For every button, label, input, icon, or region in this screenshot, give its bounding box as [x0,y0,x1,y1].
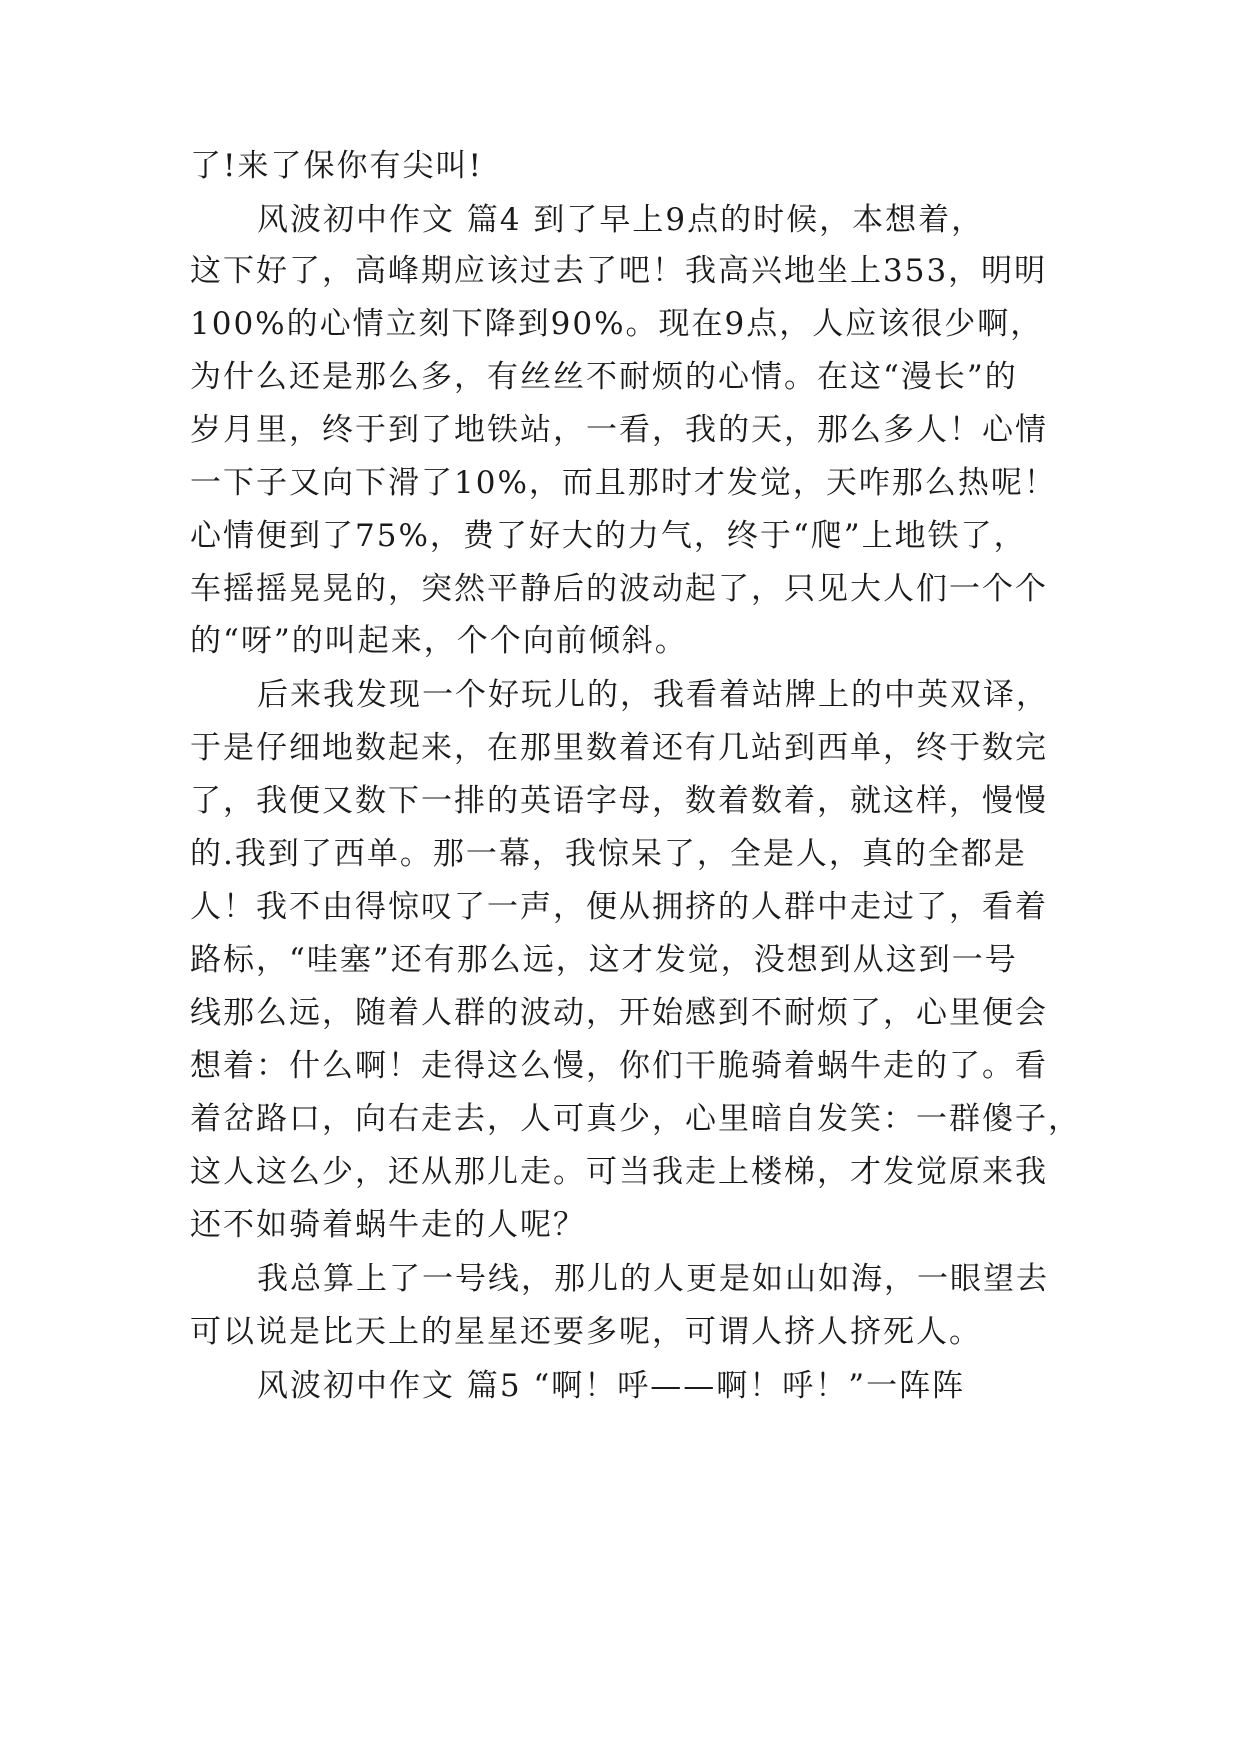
text-line: 为什么还是那么多，有丝丝不耐烦的心情。在这“漫长”的 [190,359,1018,395]
text-line: 了!来了保你有尖叫! [190,148,483,184]
paragraph-start-line: 后来我发现一个好玩儿的，我看着站牌上的中英双译， [257,677,1049,713]
text-line: 还不如骑着蜗牛走的人呢？ [190,1207,586,1243]
text-line: 心情便到了75%，费了好大的力气，终于“爬”上地铁了， [190,518,1027,554]
text-line: 岁月里，终于到了地铁站，一看，我的天，那么多人！心情 [190,412,1048,448]
text-line: 线那么远，随着人群的波动，开始感到不耐烦了，心里便会 [190,995,1048,1031]
text-line: 一下子又向下滑了10%，而且那时才发觉，天咋那么热呢！ [190,465,1057,501]
text-line: 人！我不由得惊叹了一声，便从拥挤的人群中走过了，看着 [190,889,1048,925]
section-heading-line: 风波初中作文 篇5 “啊！呼——啊！呼！”一阵阵 [257,1368,966,1404]
text-line: 这人这么少，还从那儿走。可当我走上楼梯，才发觉原来我 [190,1154,1048,1190]
text-line: 想着：什么啊！走得这么慢，你们干脆骑着蜗牛走的了。看 [190,1048,1048,1084]
section-heading-line: 风波初中作文 篇4 到了早上9点的时候，本想着， [257,202,985,238]
text-line: 的.我到了西单。那一幕，我惊呆了，全是人，真的全都是 [190,836,1027,872]
text-line: 这下好了，高峰期应该过去了吧！我高兴地坐上353，明明 [190,253,1048,289]
text-line: 着岔路口，向右走去，人可真少，心里暗自发笑：一群傻子， [190,1101,1081,1137]
text-line: 于是仔细地数起来，在那里数着还有几站到西单，终于数完 [190,730,1048,766]
text-line: 的“呀”的叫起来，个个向前倾斜。 [190,623,688,659]
text-line: 100%的心情立刻下降到90%。现在9点，人应该很少啊， [190,306,1044,342]
paragraph-start-line: 我总算上了一号线，那儿的人更是如山如海，一眼望去 [257,1261,1049,1297]
text-line: 可以说是比天上的星星还要多呢，可谓人挤人挤死人。 [190,1314,982,1350]
text-line: 路标，“哇塞”还有那么远，这才发觉，没想到从这到一号 [190,942,1018,978]
text-line: 了，我便又数下一排的英语字母，数着数着，就这样，慢慢 [190,783,1048,819]
text-line: 车摇摇晃晃的，突然平静后的波动起了，只见大人们一个个 [190,571,1048,607]
